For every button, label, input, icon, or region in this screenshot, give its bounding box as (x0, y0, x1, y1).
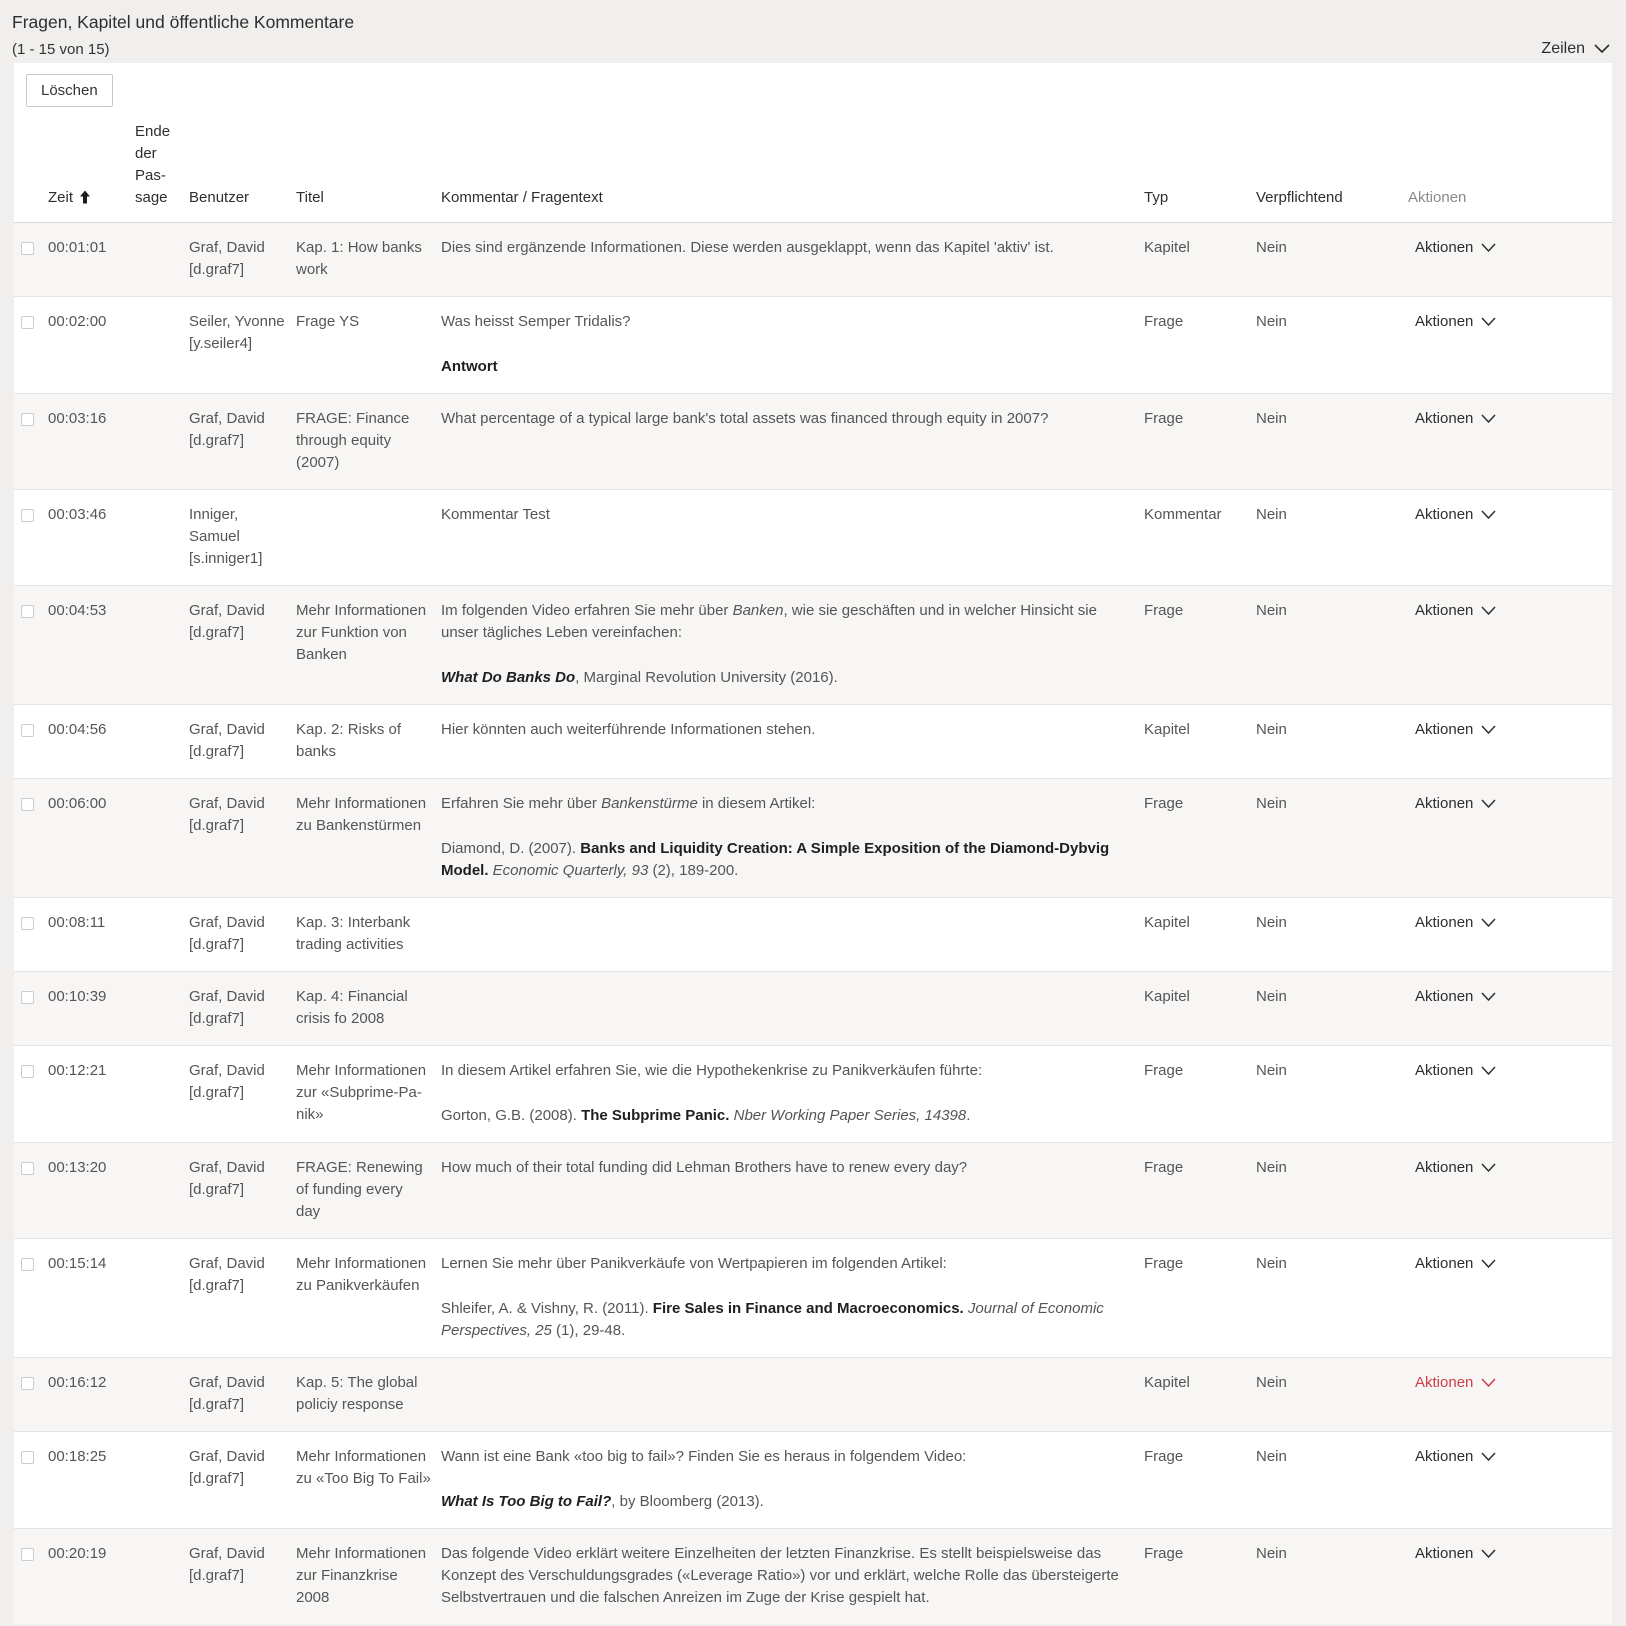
col-header-zeit[interactable] (48, 107, 135, 223)
time-cell: 00:18:25 (48, 1448, 107, 1465)
mandatory-cell: Nein (1256, 721, 1287, 738)
user-cell: Graf, David [d.graf7] (189, 988, 265, 1027)
comment-paragraph (441, 1446, 1134, 1468)
row-checkbox[interactable] (21, 605, 34, 618)
table-row (14, 898, 1612, 972)
time-cell: 00:12:21 (48, 1062, 107, 1079)
end-of-passage-cell (135, 297, 189, 394)
comment-paragraph (441, 356, 1134, 378)
page-header (0, 0, 1626, 63)
row-actions-label: Aktionen (1415, 1374, 1474, 1391)
text-segment: Economic Quarterly, 93 (492, 862, 649, 879)
mandatory-cell: Nein (1256, 410, 1287, 427)
chevron-down-icon (1481, 1253, 1496, 1275)
user-cell: Graf, David [d.graf7] (189, 410, 265, 449)
comment-paragraph (441, 311, 1134, 333)
mandatory-cell: Nein (1256, 988, 1287, 1005)
user-cell: Graf, David [d.graf7] (189, 1062, 265, 1101)
text-segment: Dies sind ergänzende Informationen. Diese werden ausgeklappt, wenn das Kapitel 'aktiv' ist. (441, 239, 1054, 256)
col-header-aktionen: Aktionen (1408, 189, 1467, 206)
type-cell: Kapitel (1144, 914, 1190, 931)
title-cell: Kap. 4: Financial crisis fo 2008 (296, 988, 408, 1027)
mandatory-cell: Nein (1256, 1062, 1287, 1079)
row-checkbox[interactable] (21, 242, 34, 255)
mandatory-cell: Nein (1256, 1159, 1287, 1176)
end-of-passage-cell (135, 1046, 189, 1143)
chevron-down-icon (1481, 237, 1496, 259)
comment-paragraph (441, 838, 1134, 882)
row-actions-label: Aktionen (1415, 1255, 1474, 1272)
table-row (14, 586, 1612, 705)
comment-paragraph (441, 1543, 1134, 1609)
row-actions-label: Aktionen (1415, 313, 1474, 330)
row-actions-label: Aktionen (1415, 1545, 1474, 1562)
rows-menu-dropdown[interactable] (1541, 40, 1610, 58)
chevron-down-icon (1481, 719, 1496, 741)
user-cell: Graf, David [d.graf7] (189, 239, 265, 278)
title-cell: Kap. 3: Interbank trading activities (296, 914, 411, 953)
text-segment: How much of their total funding did Lehman Brothers have to renew every day? (441, 1159, 968, 1176)
table-header-row (14, 107, 1612, 223)
end-of-passage-cell (135, 972, 189, 1046)
chevron-down-icon (1481, 1060, 1496, 1082)
title-cell: Kap. 1: How banks work (296, 239, 422, 278)
row-actions-dropdown[interactable] (1408, 504, 1496, 526)
comment-cell (441, 972, 1144, 1046)
type-cell: Kapitel (1144, 988, 1190, 1005)
time-cell: 00:15:14 (48, 1255, 107, 1272)
row-checkbox[interactable] (21, 1451, 34, 1464)
user-cell: Graf, David [d.graf7] (189, 1448, 265, 1487)
col-header-kommentar: Kommentar / Fragentext (441, 189, 603, 206)
comments-table (14, 107, 1612, 1624)
time-cell: 00:02:00 (48, 313, 107, 330)
user-cell: Seiler, Yvonne [y.seiler4] (189, 313, 285, 352)
meta-row (12, 40, 1610, 63)
comment-paragraph (441, 1253, 1134, 1275)
row-actions-label: Aktionen (1415, 602, 1474, 619)
row-actions-dropdown[interactable] (1408, 1372, 1496, 1394)
chevron-down-icon (1481, 1157, 1496, 1179)
text-segment: In diesem Artikel erfahren Sie, wie die Hypothekenkrise zu Panikverkäufen führte: (441, 1062, 983, 1079)
end-of-passage-cell (135, 586, 189, 705)
text-segment: Shleifer, A. & Vishny, R. (2011). (441, 1300, 653, 1317)
row-actions-label: Aktionen (1415, 1159, 1474, 1176)
text-segment: Fire Sales in Finance and Macroeconomics. (652, 1300, 964, 1317)
row-actions-dropdown[interactable] (1408, 237, 1496, 259)
table-row (14, 1432, 1612, 1529)
comment-paragraph (441, 1060, 1134, 1082)
table-row (14, 297, 1612, 394)
chevron-down-icon (1481, 1446, 1496, 1468)
row-actions-dropdown[interactable] (1408, 986, 1496, 1008)
row-actions-dropdown[interactable] (1408, 600, 1496, 622)
row-checkbox[interactable] (21, 1548, 34, 1561)
chevron-down-icon (1481, 1543, 1496, 1565)
user-cell: Graf, David [d.graf7] (189, 1374, 265, 1413)
comment-cell (441, 490, 1144, 586)
comment-cell (441, 586, 1144, 705)
user-cell: Graf, David [d.graf7] (189, 914, 265, 953)
table-row (14, 490, 1612, 586)
text-segment: Antwort (441, 358, 498, 375)
row-checkbox[interactable] (21, 1377, 34, 1390)
mandatory-cell: Nein (1256, 313, 1287, 330)
end-of-passage-cell (135, 490, 189, 586)
row-checkbox[interactable] (21, 724, 34, 737)
row-actions-dropdown[interactable] (1408, 912, 1496, 934)
table-row (14, 1143, 1612, 1239)
result-count: (1 - 15 von 15) (12, 41, 110, 58)
col-header-zeit-label: Zeit (48, 189, 74, 206)
end-of-passage-cell (135, 1358, 189, 1432)
time-cell: 00:04:53 (48, 602, 107, 619)
user-cell: Graf, David [d.graf7] (189, 795, 265, 834)
title-cell: Kap. 5: The global policiy response (296, 1374, 418, 1413)
title-cell: Mehr Informationen zur Finanzkrise 2008 (296, 1545, 427, 1606)
row-checkbox[interactable] (21, 798, 34, 811)
col-header-end-of-passage: Ende der Passage (135, 123, 171, 206)
text-segment: Nber Working Paper Series, 14398 (733, 1107, 967, 1124)
page-title: Fragen, Kapitel und öffentliche Kommentare (12, 12, 355, 32)
row-actions-dropdown[interactable] (1408, 1446, 1496, 1468)
title-cell: FRAGE: Renewing of funding every day (296, 1159, 423, 1220)
row-actions-dropdown[interactable] (1408, 793, 1496, 815)
row-actions-label: Aktionen (1415, 506, 1474, 523)
row-actions-label: Aktionen (1415, 795, 1474, 812)
title-cell: Mehr Informationen zu Panikverkäufen (296, 1255, 427, 1294)
table-row (14, 1529, 1612, 1625)
comment-paragraph (441, 237, 1134, 259)
row-checkbox[interactable] (21, 1065, 34, 1078)
title-cell (296, 490, 441, 586)
end-of-passage-cell (135, 705, 189, 779)
type-cell: Frage (1144, 795, 1184, 812)
comment-paragraph (441, 600, 1134, 644)
comment-paragraph (441, 793, 1134, 815)
text-segment: The Subprime Panic. (581, 1107, 730, 1124)
row-actions-dropdown[interactable] (1408, 1253, 1496, 1275)
time-cell: 00:10:39 (48, 988, 107, 1005)
comment-cell (441, 779, 1144, 898)
comment-paragraph (441, 667, 1134, 689)
title-cell: Mehr Informationen zur Funktion von Banken (296, 602, 427, 663)
title-cell: Mehr Informationen zu Bankenstürmen (296, 795, 427, 834)
comment-paragraph (441, 1157, 1134, 1179)
comment-cell (441, 223, 1144, 297)
chevron-down-icon (1481, 504, 1496, 526)
text-segment: Hier könnten auch weiterführende Informationen stehen. (441, 721, 816, 738)
text-segment: Kommentar Test (441, 506, 550, 523)
text-segment: Diamond, D. (2007). (441, 840, 581, 857)
time-cell: 00:08:11 (48, 914, 106, 931)
text-segment: Banks and Liquidity Creation: A Simple Exposition of the Diamond-Dybvig Model. (441, 840, 1110, 879)
text-segment: in diesem Artikel: (697, 795, 816, 812)
comment-cell (441, 898, 1144, 972)
text-segment: What Do Banks Do (441, 669, 576, 686)
select-all-column (14, 107, 48, 223)
chevron-down-icon (1481, 1372, 1496, 1394)
text-segment: Gorton, G.B. (2008). (441, 1107, 582, 1124)
end-of-passage-cell (135, 1432, 189, 1529)
text-segment: What Is Too Big to Fail? (441, 1493, 612, 1510)
user-cell: Inniger, Samuel [s.inniger1] (189, 506, 263, 567)
chevron-down-icon (1481, 311, 1496, 333)
table-row (14, 223, 1612, 297)
user-cell: Graf, David [d.graf7] (189, 1255, 265, 1294)
text-segment: , by Bloomberg (2013). (611, 1493, 764, 1510)
row-actions-dropdown[interactable] (1408, 1157, 1496, 1179)
row-actions-label: Aktionen (1415, 721, 1474, 738)
mandatory-cell: Nein (1256, 795, 1287, 812)
time-cell: 00:04:56 (48, 721, 107, 738)
text-segment: Das folgende Video erklärt weitere Einzelheiten der letzten Finanzkrise. Es stellt beispielsweise das Konzept des Verschuldungsgrades («Leverage Ratio») vor und erklärt, welche Rolle das übersteigerte Selbstvertrauen und die falschen Anreizen im Zuge der Krise gespielt hat. (441, 1545, 1119, 1606)
user-cell: Graf, David [d.graf7] (189, 1545, 265, 1584)
row-checkbox[interactable] (21, 413, 34, 426)
time-cell: 00:01:01 (48, 239, 107, 256)
row-actions-label: Aktionen (1415, 914, 1474, 931)
row-actions-dropdown[interactable] (1408, 1060, 1496, 1082)
comment-cell (441, 394, 1144, 490)
title-cell: Mehr Informationen zur «Subprime-Panik» (296, 1062, 427, 1123)
col-header-titel: Titel (296, 189, 324, 206)
title-cell: FRAGE: Finance through equity (2007) (296, 410, 410, 471)
row-actions-dropdown[interactable] (1408, 311, 1496, 333)
row-checkbox[interactable] (21, 991, 34, 1004)
comment-cell (441, 1529, 1144, 1625)
mandatory-cell: Nein (1256, 239, 1287, 256)
comment-paragraph (441, 719, 1134, 741)
end-of-passage-cell (135, 898, 189, 972)
chevron-down-icon (1594, 40, 1610, 58)
user-cell: Graf, David [d.graf7] (189, 1159, 265, 1198)
text-segment: , wie sie geschäften und in welcher Hinsicht sie unser tägliches Leben vereinfachen: (441, 602, 1097, 641)
type-cell: Kapitel (1144, 239, 1190, 256)
type-cell: Kapitel (1144, 1374, 1190, 1391)
row-actions-dropdown[interactable] (1408, 719, 1496, 741)
text-segment: What percentage of a typical large bank's total assets was financed through equity in 2007? (441, 410, 1049, 427)
table-row (14, 1358, 1612, 1432)
user-cell: Graf, David [d.graf7] (189, 602, 265, 641)
mandatory-cell: Nein (1256, 1545, 1287, 1562)
row-checkbox[interactable] (21, 316, 34, 329)
type-cell: Frage (1144, 1159, 1184, 1176)
row-actions-label: Aktionen (1415, 239, 1474, 256)
type-cell: Frage (1144, 313, 1184, 330)
time-cell: 00:20:19 (48, 1545, 107, 1562)
mandatory-cell: Nein (1256, 1374, 1287, 1391)
time-cell: 00:06:00 (48, 795, 107, 812)
comment-paragraph (441, 1491, 1134, 1513)
row-actions-dropdown[interactable] (1408, 1543, 1496, 1565)
rows-menu-label: Zeilen (1541, 40, 1585, 57)
table-row (14, 972, 1612, 1046)
text-segment: Im folgenden Video erfahren Sie mehr über (441, 602, 733, 619)
text-segment: (2), 189-200. (648, 862, 739, 879)
text-segment: Erfahren Sie mehr über (441, 795, 602, 812)
table-row (14, 1239, 1612, 1358)
end-of-passage-cell (135, 394, 189, 490)
title-cell: Frage YS (296, 313, 360, 330)
comment-cell (441, 297, 1144, 394)
table-row (14, 394, 1612, 490)
comment-cell (441, 1239, 1144, 1358)
text-segment: Lernen Sie mehr über Panikverkäufe von Wertpapieren im folgenden Artikel: (441, 1255, 947, 1272)
text-segment: Journal of Economic Perspectives, 25 (441, 1300, 1104, 1339)
row-actions-label: Aktionen (1415, 1448, 1474, 1465)
type-cell: Frage (1144, 1255, 1184, 1272)
title-cell: Kap. 2: Risks of banks (296, 721, 402, 760)
delete-button[interactable]: Löschen (26, 74, 113, 107)
col-header-verpflichtend: Verpflichtend (1256, 189, 1343, 206)
table-row (14, 705, 1612, 779)
text-segment: . (966, 1107, 971, 1124)
comment-cell (441, 1432, 1144, 1529)
type-cell: Frage (1144, 410, 1184, 427)
mandatory-cell: Nein (1256, 1448, 1287, 1465)
row-checkbox[interactable] (21, 1258, 34, 1271)
comment-cell (441, 1046, 1144, 1143)
chevron-down-icon (1481, 793, 1496, 815)
comment-paragraph (441, 1298, 1134, 1342)
row-checkbox[interactable] (21, 509, 34, 522)
table-row (14, 779, 1612, 898)
end-of-passage-cell (135, 223, 189, 297)
mandatory-cell: Nein (1256, 602, 1287, 619)
text-segment: , Marginal Revolution University (2016). (575, 669, 838, 686)
time-cell: 00:16:12 (48, 1374, 107, 1391)
type-cell: Frage (1144, 1545, 1184, 1562)
text-segment: (1), 29-48. (551, 1322, 626, 1339)
end-of-passage-cell (135, 1143, 189, 1239)
type-cell: Kapitel (1144, 721, 1190, 738)
end-of-passage-cell (135, 779, 189, 898)
comment-cell (441, 1358, 1144, 1432)
text-segment: Was heisst Semper Tridalis? (441, 313, 631, 330)
chevron-down-icon (1481, 600, 1496, 622)
user-cell: Graf, David [d.graf7] (189, 721, 265, 760)
time-cell: 00:03:46 (48, 506, 107, 523)
mandatory-cell: Nein (1256, 914, 1287, 931)
row-checkbox[interactable] (21, 1162, 34, 1175)
mandatory-cell: Nein (1256, 506, 1287, 523)
comment-cell (441, 705, 1144, 779)
table-panel (14, 63, 1612, 1624)
row-actions-dropdown[interactable] (1408, 408, 1496, 430)
table-row (14, 1046, 1612, 1143)
comment-paragraph (441, 504, 1134, 526)
col-header-benutzer: Benutzer (189, 189, 250, 206)
chevron-down-icon (1481, 408, 1496, 430)
chevron-down-icon (1481, 912, 1496, 934)
col-header-typ: Typ (1144, 189, 1169, 206)
time-cell: 00:03:16 (48, 410, 107, 427)
end-of-passage-cell (135, 1529, 189, 1625)
row-actions-label: Aktionen (1415, 410, 1474, 427)
comment-paragraph (441, 1105, 1134, 1127)
comment-cell (441, 1143, 1144, 1239)
text-segment: Bankenstürme (601, 795, 698, 812)
chevron-down-icon (1481, 986, 1496, 1008)
text-segment: Wann ist eine Bank «too big to fail»? Finden Sie es heraus in folgendem Video: (441, 1448, 967, 1465)
row-checkbox[interactable] (21, 917, 34, 930)
type-cell: Frage (1144, 1448, 1184, 1465)
comment-paragraph (441, 408, 1134, 430)
sort-ascending-icon (79, 189, 91, 211)
type-cell: Frage (1144, 602, 1184, 619)
row-actions-label: Aktionen (1415, 1062, 1474, 1079)
text-segment: Banken (732, 602, 784, 619)
title-cell: Mehr Informationen zu «Too Big To Fail» (296, 1448, 431, 1487)
row-actions-label: Aktionen (1415, 988, 1474, 1005)
type-cell: Frage (1144, 1062, 1184, 1079)
mandatory-cell: Nein (1256, 1255, 1287, 1272)
time-cell: 00:13:20 (48, 1159, 107, 1176)
end-of-passage-cell (135, 1239, 189, 1358)
type-cell: Kommentar (1144, 506, 1222, 523)
